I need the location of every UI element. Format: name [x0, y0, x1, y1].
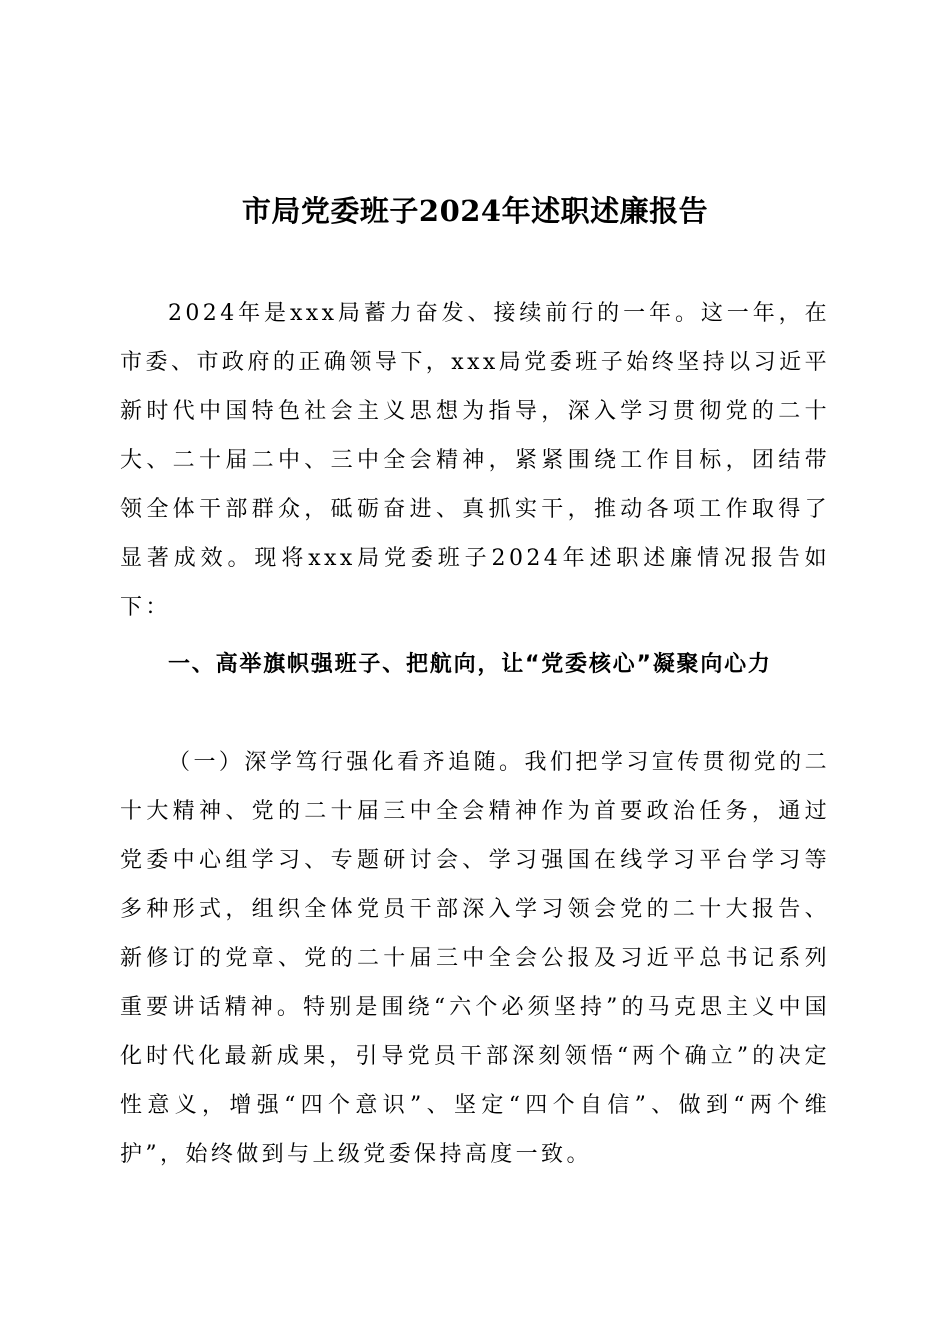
section-1-item-1-paragraph: （一）深学笃行强化看齐追随。我们把学习宣传贯彻党的二十大精神、党的二十届三中全会精神作为首要政治任务，通过党委中心组学习、专题研讨会、学习强国在线学习平台学习等多种形式，组织全体党员干部深入学习领会党的二十大报告、新修订的党章、党的二十届三中全会公报及习近平总书记系列重要讲话精神。特别是围绕“六个必须坚持”的马克思主义中国化时代化最新成果，引导党员干部深刻领悟“两个确立”的决定性意义，增强“四个意识”、坚定“四个自信”、做到“两个维护”，始终做到与上级党委保持高度一致。 — [120, 750, 830, 1167]
intro-paragraph: 2024年是xxx局蓄力奋发、接续前行的一年。这一年，在市委、市政府的正确领导下，xxx局党委班子始终坚持以习近平新时代中国特色社会主义思想为指导，深入学习贯彻党的二十大、二十届二中、三中全会精神，紧紧围绕工作目标，团结带领全体干部群众，砥砺奋进、真抓实干，推动各项工作取得了显著成效。现将xxx局党委班子2024年述职述廉情况报告如下： — [120, 301, 830, 620]
section-heading-1: 一、高举旗帜强班子、把航向，让“党委核心”凝聚向心力 — [168, 652, 772, 677]
document-title: 市局党委班子2024年述职述廉报告 — [241, 194, 709, 228]
